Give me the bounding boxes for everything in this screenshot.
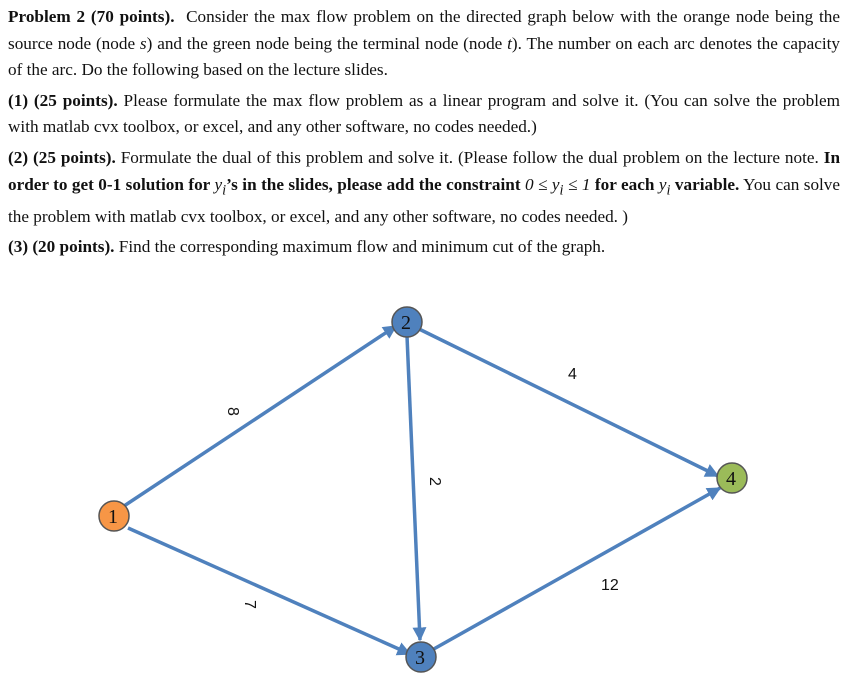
part-2-bold-d: variable. <box>670 174 740 194</box>
problem-heading: Problem 2 (70 points). <box>8 7 175 26</box>
part-2-text: Formulate the dual of this problem and solve it. (Please follow the dual problem on the lecture note. <box>115 147 824 167</box>
terminal-symbol: t <box>507 33 512 53</box>
part-2-bold-b: ’s in the slides, please add the constraint <box>226 174 525 194</box>
constraint: $0 \le y_i \le 1$ <box>525 174 591 198</box>
node-2 <box>392 307 422 337</box>
intro-text-b: ) and the green node being the terminal node (node <box>146 33 508 53</box>
intro-text-c: ). The number on each arc denotes the capacity of the arc. Do the following based on the lecture slides. <box>8 33 840 80</box>
edge-2-4 <box>417 328 718 476</box>
edge-1-3 <box>128 528 410 654</box>
part-2-label: (2) (25 points). <box>8 147 116 167</box>
node-3 <box>406 642 436 672</box>
edge-1-2 <box>124 326 396 506</box>
yi-symbol-2: $y_i$ <box>658 174 671 198</box>
part-1-text: Please formulate the max flow problem as a linear program and solve it. (You can solve the problem with matlab cvx toolbox, or excel, and any other software, no codes needed.) <box>8 90 840 137</box>
yi-symbol: $y_i$ <box>214 174 227 198</box>
edge-1-2-capacity: 8 <box>224 407 241 416</box>
source-symbol: s <box>139 33 147 53</box>
intro-text-a: Consider the max flow problem on the directed graph below with the orange node being the source node (node <box>8 7 840 53</box>
part-2-bold-c: for each <box>594 174 659 194</box>
node-4-label: 4 <box>726 468 736 490</box>
part-3-label: (3) (20 points). <box>8 237 115 257</box>
edge-2-3 <box>407 336 420 640</box>
edge-3-4-capacity: 12 <box>601 577 619 594</box>
edge-3-4 <box>432 488 720 650</box>
edge-2-4-capacity: 4 <box>568 366 577 383</box>
part-3-text: Find the corresponding maximum flow and minimum cut of the graph. <box>114 237 606 257</box>
node-2-label: 2 <box>401 312 411 334</box>
edge-2-3-capacity: 2 <box>426 477 443 486</box>
node-3-label: 3 <box>415 647 425 669</box>
part-1-label: (1) (25 points). <box>8 90 118 110</box>
edge-1-3-capacity: 7 <box>241 600 258 609</box>
node-1-label: 1 <box>108 506 118 528</box>
part-2-bold-a: In order to get 0-1 solution for <box>8 147 841 194</box>
node-4 <box>717 463 747 493</box>
node-1 <box>99 501 129 531</box>
part-2-tail: You can solve the problem with matlab cvx toolbox, or excel, and any other software, no codes needed. ) <box>8 174 841 226</box>
